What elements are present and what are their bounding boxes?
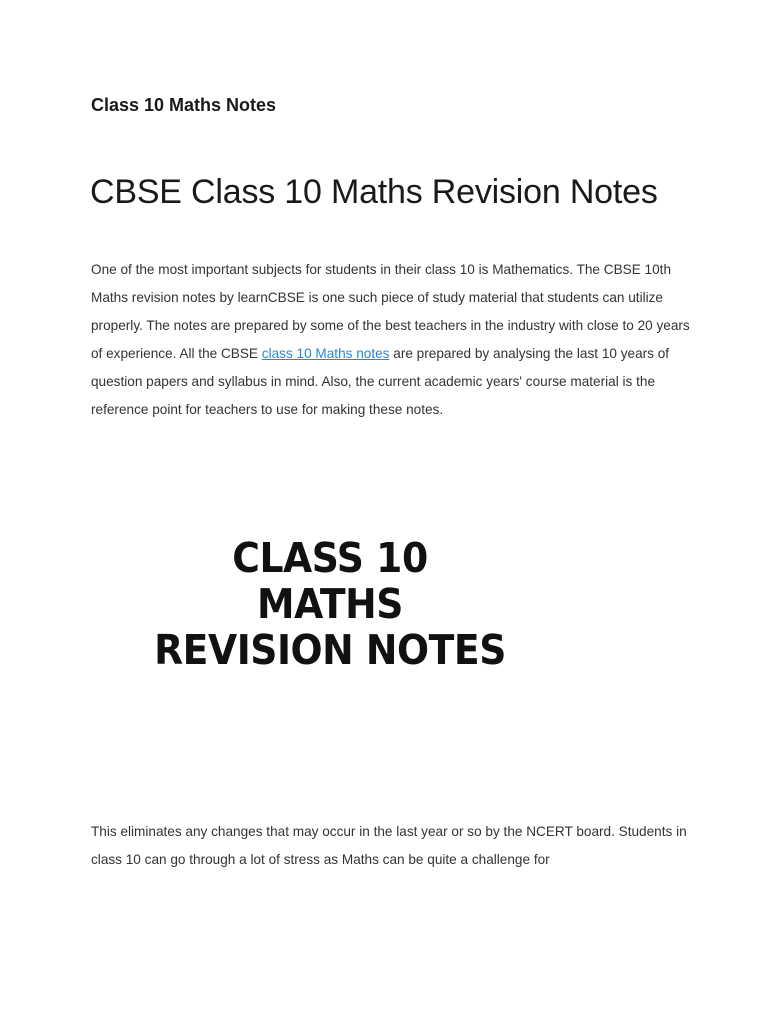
intro-text-after-link: are prepared by analysing the last 10 years of question papers and syllabus in mind. Also, the current academic years' course material is the reference point for teachers to use for making these notes.	[91, 346, 670, 418]
class-10-maths-notes-link[interactable]: class 10 Maths notes	[261, 346, 390, 362]
banner-line-3: REVISION NOTES	[154, 626, 506, 674]
banner-line-2: MATHS	[257, 580, 403, 628]
intro-paragraph	[91, 256, 691, 425]
intro-text-before-link: One of the most important subjects for students in their class 10 is Mathematics. The CBSE 10th Maths revision notes by learnCBSE is one such piece of study material that students can utilize properly. The notes are prepared by some of the best teachers in the industry with close to 20 years of experience. All the CBSE	[91, 262, 690, 362]
revision-notes-banner-image	[110, 535, 550, 685]
section-kicker: Class 10 Maths Notes	[91, 95, 277, 115]
page-title: CBSE Class 10 Maths Revision Notes	[90, 173, 658, 211]
banner-line-1: CLASS 10	[232, 534, 428, 582]
body-paragraph: This eliminates any changes that may occur in the last year or so by the NCERT board. Students in class 10 can go through a lot of stress as Maths can be quite a challenge for	[91, 824, 687, 868]
